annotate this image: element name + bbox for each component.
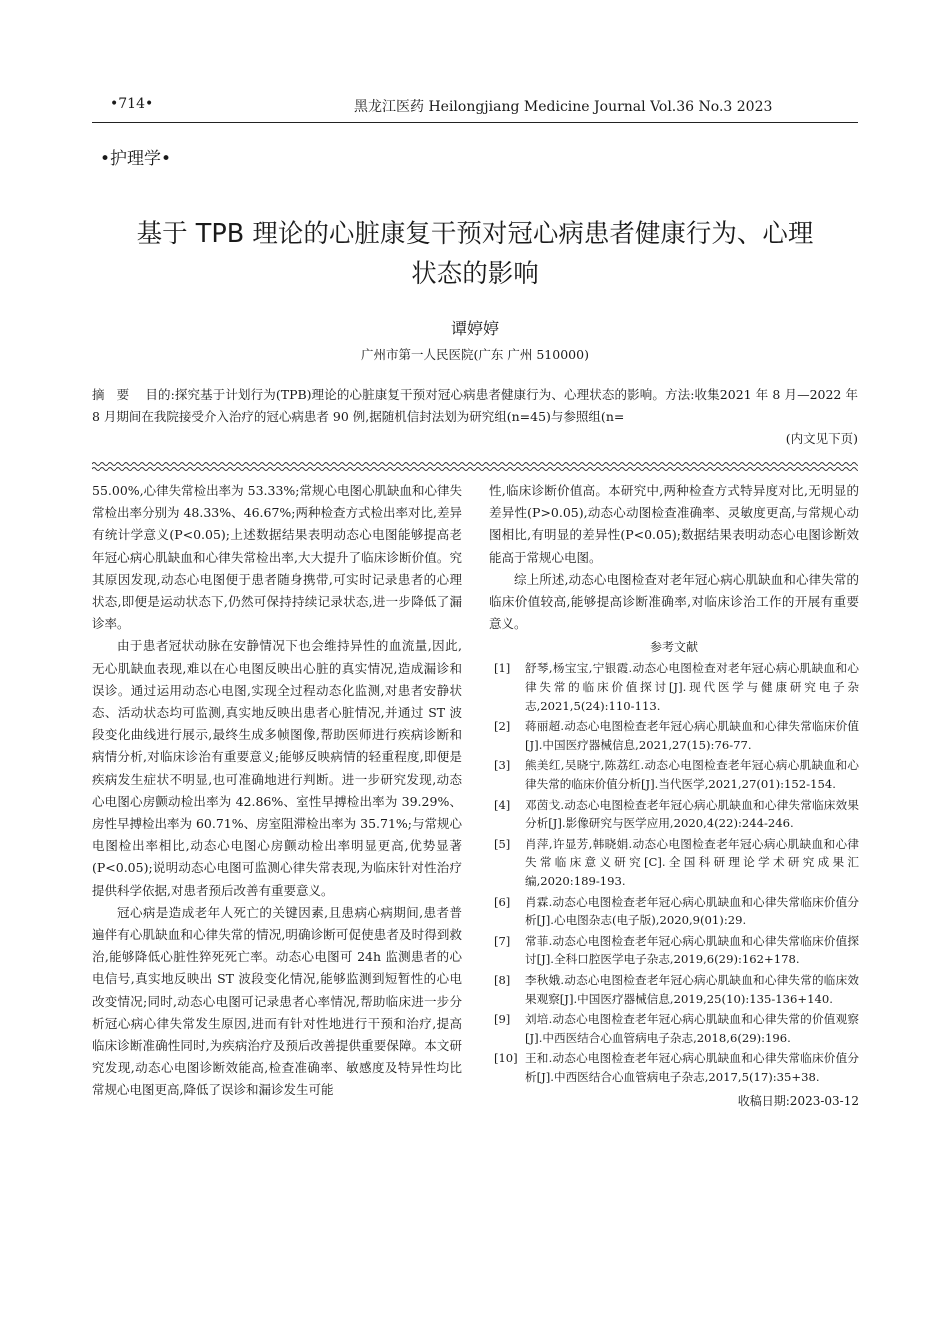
reference-number: [10]: [494, 1051, 518, 1066]
author-name: 谭婷婷: [450, 319, 499, 338]
reference-item: [489, 756, 859, 793]
body-paragraph: 由于患者冠状动脉在安静情况下也会维持异性的血流量,因此,无心肌缺血表现,难以在心电图反映出心脏的真实情况,造成漏诊和误诊。通过运用动态心电图,实现全过程动态化监测,对患者安静状态、活动状态均可监测,真实地反映出患者心脏情况,并通过 ST 波段变化曲线进行展示,最终生成多帧图像,帮助医师进行疾病诊断和病情分析,对临床诊治有重要意义;能够反映病情的轻重程度,即便是疾病发生症状不明显,也可准确地进行判断。进一步研究发现,动态心电图心房颤动检出率为 42.86%、室性早搏检出率为 39.29%、房性早搏检出率为 60.71%、房室阻滞检出率为 35.71%;与常规心电图检出率相比,动态心电图心房颤动检出率明显更高,优势显著(P<0.05);说明动态心电图可监测心律失常表现,为临床针对性治疗提供科学依据,对患者预后改善有重要意义。: [92, 638, 462, 898]
reference-number: [9]: [494, 1012, 511, 1027]
reference-number: [6]: [494, 894, 511, 909]
reference-text: 常菲.动态心电图检查老年冠心病心肌缺血和心律失常临床价值探讨[J].全科口腔医学电子杂志,2019,6(29):162+178.: [525, 933, 859, 967]
reference-text: 肖萍,许显芳,韩晓娟.动态心电图检查老年冠心病心肌缺血和心律失常临床意义研究[C].全国科研理论学术研究成果汇编,2020:189-193.: [525, 836, 859, 888]
reference-number: [5]: [494, 836, 511, 851]
references-heading: 参考文献: [649, 640, 698, 655]
body-paragraph: 冠心病是造成老年人死亡的关键因素,且患病心病期间,患者普遍伴有心肌缺血和心律失常的情况,明确诊断可促使患者及时得到救治,能够降低心脏性猝死死亡率。动态心电图可 24h 监测患者的心电信号,真实地反映出 ST 波段变化情况,能够监测到短暂性的心电改变情况;同时,动态心电图可记录患者心率情况,帮助临床进一步分析冠心病心律失常发生原因,进而有针对性地进行干预和治疗,提高临床诊断准确性同时,为疾病治疗及预后改善提供重要保障。本文研究发现,动态心电图诊断效能高,检查准确率、敏感度及特异性均比常规心电图更高,降低了误诊和漏诊发生可能: [92, 904, 462, 1098]
reference-text: 肖霖.动态心电图检查老年冠心病心肌缺血和心律失常临床价值分析[J].心电图杂志(电子版),2020,9(01):29.: [525, 894, 859, 928]
running-header: [92, 94, 858, 123]
reference-item: [489, 796, 859, 833]
title-line-1: 基于 TPB 理论的心脏康复干预对冠心病患者健康行为、心理: [136, 219, 814, 249]
reference-list: [489, 659, 859, 1086]
reference-text: 王和.动态心电图检查老年冠心病心肌缺血和心律失常临床价值分析[J].中西医结合心血管病电子杂志,2017,5(17):35+38.: [525, 1051, 859, 1084]
reference-number: [8]: [494, 972, 511, 987]
title-line-2: 状态的影响: [411, 259, 539, 289]
article-title: [90, 214, 860, 294]
page-number: •714•: [110, 96, 154, 112]
reference-item: [489, 659, 859, 715]
wavy-divider: [92, 460, 858, 472]
reference-text: 舒琴,杨宝宝,宁银霞.动态心电图检查对老年冠心病心肌缺血和心律失常的临床价值探讨[J].现代医学与健康研究电子杂志,2021,5(24):110-113.: [525, 661, 859, 713]
abstract-text: 目的:探究基于计划行为(TPB)理论的心脏康复干预对冠心病患者健康行为、心理状态的影响。方法:收集2021 年 8 月—2022 年 8 月期间在我院接受介入治疗的冠心病患者 90 例,据随机信封法划为研究组(n=45)与参照组(n=: [92, 387, 858, 424]
author-affiliation: 广州市第一人民医院(广东 广州 510000): [361, 347, 589, 362]
abstract-continued-note: (内文见下页): [785, 431, 858, 446]
reference-item: [489, 1049, 859, 1086]
reference-text: 熊美红,吴晓宁,陈荔红.动态心电图检查老年冠心病心肌缺血和心律失常的临床价值分析[J].当代医学,2021,27(01):152-154.: [525, 758, 859, 791]
body-paragraph: 性,临床诊断价值高。本研究中,两种检查方式特异度对比,无明显的差异性(P>0.05),动态心动图检查准确率、灵敏度更高,与常规心动图相比,有明显的差异性(P<0.05);数据结果表明动态心电图诊断效能高于常规心电图。: [489, 483, 859, 565]
right-column: [489, 480, 859, 1113]
body-paragraph: 综上所述,动态心电图检查对老年冠心病心肌缺血和心律失常的临床价值较高,能够提高诊断准确率,对临床诊治工作的开展有重要意义。: [489, 571, 859, 632]
abstract-body: [92, 384, 858, 428]
reference-text: 蒋丽超.动态心电图检查老年冠心病心肌缺血和心律失常临床价值[J].中国医疗器械信息,2021,27(15):76-77.: [525, 719, 859, 752]
reference-item: [489, 932, 859, 969]
reference-number: [7]: [494, 933, 511, 948]
reference-item: [489, 717, 859, 754]
reference-item: [489, 971, 859, 1008]
reference-item: [489, 835, 859, 891]
reference-text: 李秋娥.动态心电图检查老年冠心病心肌缺血和心律失常的临床效果观察[J].中国医疗器械信息,2019,25(10):135-136+140.: [525, 972, 859, 1006]
reference-number: [2]: [494, 719, 511, 734]
body-paragraph: 55.00%,心律失常检出率为 53.33%;常规心电图心肌缺血和心律失常检出率分别为 48.33%、46.67%;两种检查方式检出率对比,差异有统计学意义(P<0.05);上述数据结果表明动态心电图能够提高老年冠心病心肌缺血和心律失常检出率,大大提升了临床诊断价值。究其原因发现,动态心电图便于患者随身携带,可实时记录患者的心理状态,即便是运动状态下,仍然可保持持续记录状态,进一步降低了漏诊率。: [92, 483, 462, 632]
reference-number: [3]: [494, 758, 511, 773]
left-column: [92, 480, 462, 1102]
reference-text: 邓茵戈.动态心电图检查老年冠心病心肌缺血和心律失常临床效果分析[J].影像研究与医学应用,2020,4(22):244-246.: [525, 797, 859, 831]
reference-item: [489, 1010, 859, 1047]
reference-item: [489, 893, 859, 930]
abstract-label: 摘要: [92, 387, 142, 402]
received-date: 收稿日期:2023-03-12: [737, 1094, 859, 1109]
section-label: •护理学•: [100, 149, 172, 169]
journal-citation: 黑龙江医药 Heilongjiang Medicine Journal Vol.36 No.3 2023: [354, 99, 773, 115]
reference-number: [1]: [494, 661, 511, 676]
abstract: [92, 384, 858, 450]
reference-text: 刘培.动态心电图检查老年冠心病心肌缺血和心律失常的价值观察[J].中西医结合心血管病电子杂志,2018,6(29):196.: [525, 1012, 859, 1045]
reference-number: [4]: [494, 797, 511, 812]
